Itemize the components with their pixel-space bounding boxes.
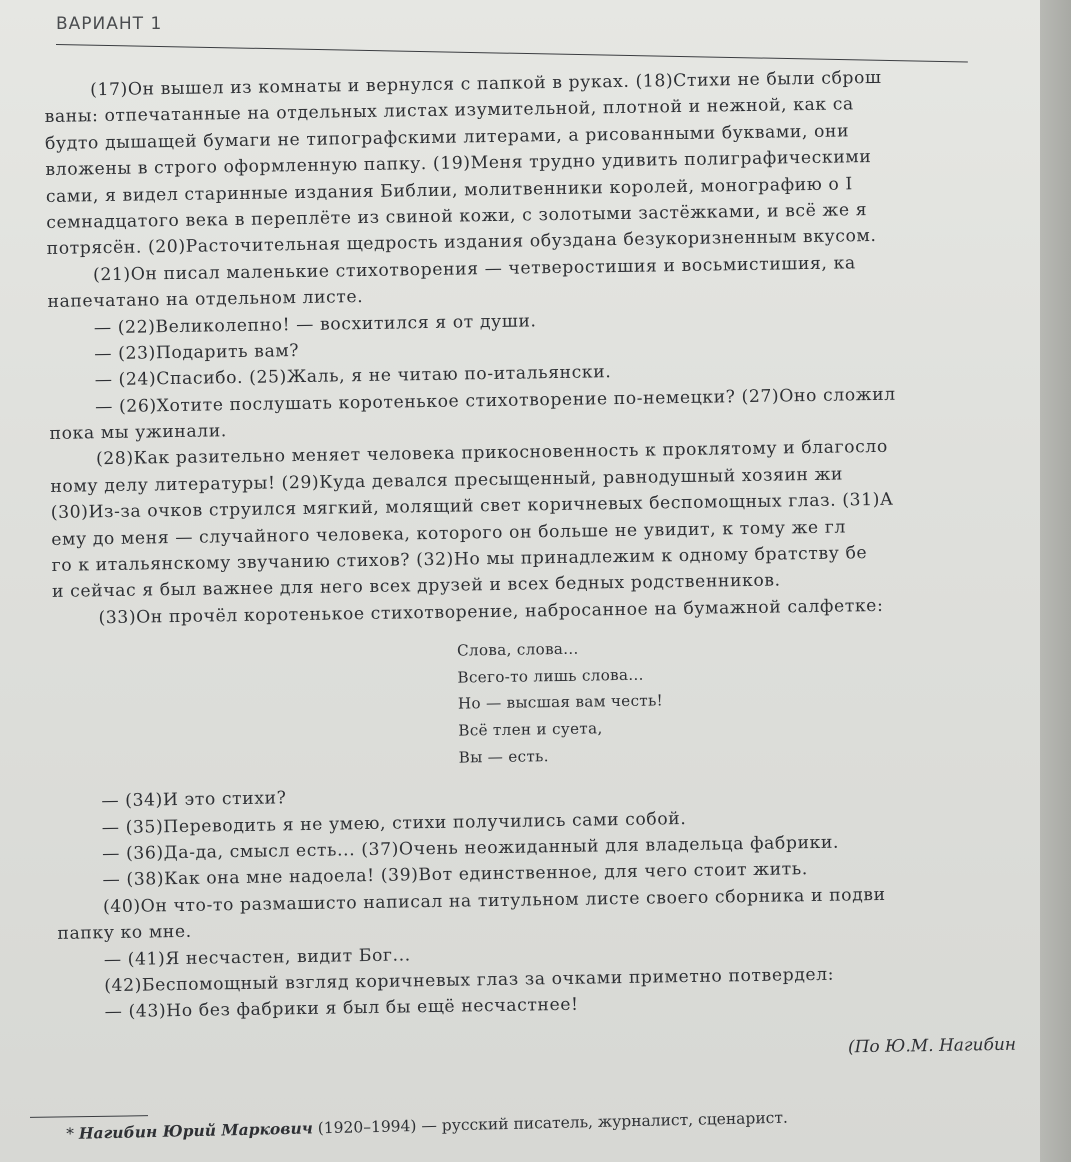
header-divider [56,44,968,63]
poem-line: Вы — есть. [458,746,549,767]
text-line: и сейчас я был важнее для него всех друзей и всех бедных родственников. [51,570,781,603]
text-line: пока мы ужинали. [49,421,228,445]
text-line: — (34)И это стихи? [101,788,287,812]
text-line: семнадцатого века в переплёте из свиной кожи, с золотыми застёжками, и всё же я [46,200,868,233]
text-line: (21)Он писал маленькие стихотворения — четверостишия и восьмистишия, ка [92,253,856,285]
poem-line: Но — высшая вам честь! [457,691,664,713]
text-line: (30)Из-за очков струился мягкий, молящий свет коричневых беспомощных глаз. (31)А [50,489,894,524]
text-line: — (22)Великолепно! — восхитился я от души. [93,310,537,338]
text-line: (28)Как разительно меняет человека прикосновенность к проклятому и благосло [95,437,888,470]
text-line: вложены в строго оформленную папку. (19)Меня трудно удивить полиграфическими [45,147,872,181]
text-line: го к итальянскому звучанию стихов? (32)Но мы принадлежим к одному братству бе [51,543,868,576]
text-line: — (35)Переводить я не умею, стихи получились сами собой. [101,808,687,838]
text-line: будто дышащей бумаги не типографскими литерами, а рисованными буквами, они [44,121,850,154]
source-attribution: (По Ю.М. Нагибин [847,1034,1017,1058]
footnote-divider [30,1115,148,1118]
footnote-author-name: Нагибин Юрий Маркович [78,1118,314,1143]
main-text [44,62,1040,1026]
text-paragraphs-before-poem [44,62,1040,632]
poem-line: Слова, слова... [456,639,579,660]
text-line: сами, я видел старинные издания Библии, молитвенники королей, монографию о I [45,173,853,207]
text-line: ному делу литературы! (29)Куда девался пресыщенный, равнодушный хозяин жи [50,464,844,497]
text-line: ваны: отпечатанные на отдельных листах изумительной, плотной и нежной, как са [44,94,855,128]
text-line: потрясён. (20)Расточительная щедрость издания обуздана безукоризненным вкусом. [46,226,877,260]
text-line: — (26)Хотите послушать коротенькое стихотворение по-немецки? (27)Оно сложил [95,384,896,417]
footnote-marker: * [66,1124,75,1143]
poem-line: Всего-то лишь слова... [457,665,644,687]
text-line: — (38)Как она мне надоела! (39)Вот единственное, для чего стоит жить. [102,859,808,891]
text-line: (40)Он что-то размашисто написал на титульном листе своего сборника и подви [102,884,886,917]
text-line: — (24)Спасибо. (25)Жаль, я не читаю по-итальянски. [94,362,612,391]
text-line: — (43)Но без фабрики я был бы ещё несчастнее! [104,995,579,1023]
text-line: (42)Беспомощный взгляд коричневых глаз за очками приметно потвердел: [104,964,835,997]
page-edge [1040,0,1071,1162]
text-paragraphs-after-poem [55,774,1040,1027]
text-line: папку ко мне. [57,921,192,945]
footnote-author-details: (1920–1994) — русский писатель, журналист, сценарист. [317,1108,789,1138]
poem [53,629,1040,778]
text-line: (17)Он вышел из комнаты и вернулся с папкой в руках. (18)Стихи не были сброш [90,67,882,101]
text-line: — (36)Да-да, смысл есть... (37)Очень неожиданный для владельца фабрики. [102,832,840,865]
text-line: (33)Он прочёл коротенькое стихотворение, набросанное на бумажной салфетке: [98,595,884,629]
text-line: ему до меня — случайного человека, которого он больше не увидит, к тому же гл [51,517,847,550]
text-line: напечатано на отдельном листе. [47,287,364,313]
footnote [66,1108,788,1143]
text-line: — (23)Подарить вам? [94,340,300,365]
poem-line: Всё тлен и суета, [458,719,603,740]
page-header: ВАРИАНТ 1 [56,14,163,34]
text-line: — (41)Я несчастен, видит Бог... [103,944,411,970]
